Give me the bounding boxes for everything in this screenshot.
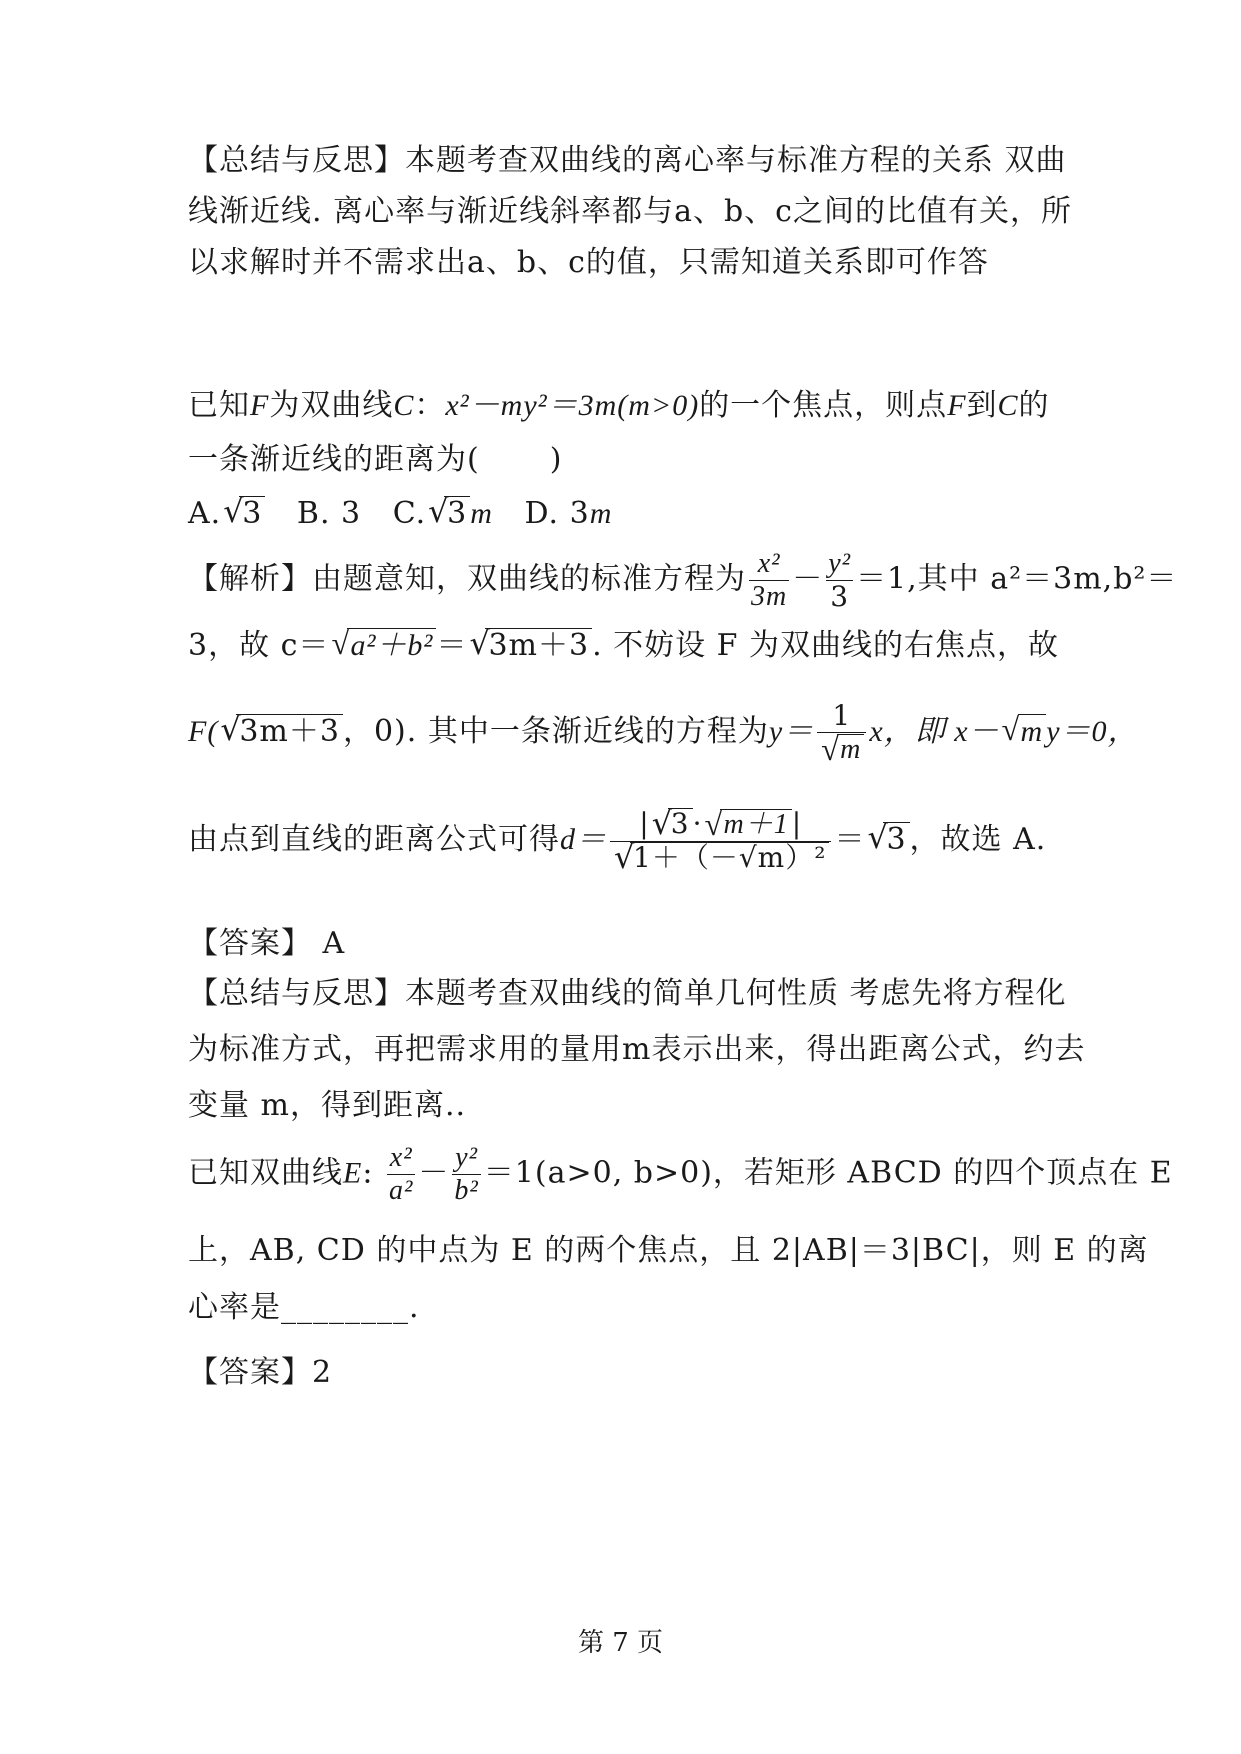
option-a-label: A. [188,496,222,531]
option-d [525,496,613,531]
solution-line-1 [188,548,1177,613]
question-3-line-2: 上，AB, CD 的中点为 E 的两个焦点，且 2|AB|＝3|BC|，则 E 的离 [188,1233,1149,1268]
solution-text: 【解析】由题意知，双曲线的标准方程为 [188,561,746,597]
solution-text: 由点到直线的距离公式可得 [188,822,560,857]
solution-text: ，故选 A. [909,822,1047,857]
frac-den: b² [454,1175,479,1207]
question-3-line-3: 心率是________. [188,1290,420,1325]
stem-text: ： [414,388,446,423]
stem-text: 的一个焦点，则点 [699,388,948,423]
sqrt: √ m [837,734,864,766]
var-C: C [997,389,1019,422]
question-2-stem-line-2 [188,434,562,478]
sqrt: √ 1＋（－√m）² [630,842,829,874]
sqrt: √ 3 [444,496,470,530]
distance-fraction [610,808,831,874]
fraction [826,548,853,613]
frac-num: y² [452,1142,480,1175]
stem-text: ＝1(a>0, b>0)，若矩形 ABCD 的四个顶点在 E [483,1155,1173,1191]
var-E: E [343,1156,363,1190]
equals: ＝ [436,628,468,663]
abs-bar: | [791,807,803,840]
solution-text: d＝ [560,823,607,856]
fraction [387,1142,415,1207]
frac-den [610,842,831,874]
equals: ＝ [834,822,866,857]
solution-text: ，0). 其中一条渐近线的方程为 [342,714,769,749]
solution-text: ＝1,其中 a²＝3m,b²＝ [856,561,1178,597]
question-2-answer: 【答案】 A [188,926,346,961]
frac-num: 1 [817,700,866,733]
sqrt: √ 3 [883,822,909,856]
frac-den: a² [388,1175,414,1207]
abs-bar: | [639,807,650,840]
frac-den: 3m [751,581,788,613]
page-number: 第 7 页 [577,1628,664,1658]
frac-num: y² [826,548,853,581]
sqrt: √ 3m＋3 [236,714,343,748]
stem-text: 已知双曲线 [188,1155,343,1191]
stem-text: ) [549,442,563,477]
option-a [188,496,265,531]
summary-2-line-2: 为标准方式，再把需求用的量用m表示出来，得出距离公式，约去 [188,1032,1086,1067]
option-c [393,496,493,531]
minus-sign: － [418,1155,450,1191]
solution-text: y＝ [768,715,815,748]
summary-1-line-3: 以求解时并不需求出a、b、c的值，只需知道关系即可作答 [188,245,989,280]
summary-1-line-2: 线渐近线. 离心率与渐近线斜率都与a、b、c之间的比值有关，所 [188,194,1072,229]
frac-num: x² [749,548,789,581]
equation: x²－my²＝3m(m>0) [445,389,700,422]
frac-num: x² [387,1142,415,1175]
stem-text: 到 [966,388,998,423]
summary-2-line-3: 变量 m，得到距离.. [188,1088,467,1123]
option-c-label: C. [392,496,427,531]
summary-2-line-1: 【总结与反思】本题考查双曲线的简单几何性质 考虑先将方程化 [188,976,1067,1011]
summary-1-line-1: 【总结与反思】本题考查双曲线的离心率与标准方程的关系 双曲 [188,143,1067,178]
fraction [817,700,866,766]
frac-num [610,808,831,842]
sqrt: √ 3m＋3 [485,628,592,662]
var-m: m [470,497,493,530]
sqrt: √ m [1018,714,1047,748]
minus-sign: － [792,561,824,597]
stem-text: 为双曲线 [269,388,394,423]
stem-text: 已知 [188,388,250,423]
option-b: B. 3 [296,496,362,531]
solution-text: y＝0， [1046,715,1139,748]
var-F: F [250,389,270,422]
var-m: m [589,497,613,530]
fraction [452,1142,480,1207]
sqrt: √ m＋1 [720,809,791,841]
question-2-options [188,496,612,531]
question-3-answer: 【答案】2 [188,1355,333,1390]
question-2-stem-line-1 [188,380,1050,424]
var-C: C [393,389,415,422]
fraction [749,548,789,613]
stem-text: 一条渐近线的距离为( [188,442,480,477]
stem-text: : [362,1155,384,1191]
solution-line-3 [188,700,1139,766]
sqrt: √ 3 [239,496,265,530]
solution-text: x，即 x－ [869,715,1000,748]
solution-line-4 [188,808,1046,874]
var-F: F [947,389,967,422]
solution-text: . 不妨设 F 为双曲线的右焦点，故 [592,628,1060,663]
solution-text: 3，故 c＝ [188,628,330,663]
solution-text: F( [188,715,219,748]
question-3-line-1 [188,1142,1173,1207]
frac-den: 3 [830,580,850,614]
solution-line-2 [188,620,1059,664]
stem-text: 的 [1018,388,1050,423]
sqrt: √ 3 [668,808,693,840]
sqrt: √ a²＋b² [347,628,436,662]
option-d-label: D. 3 [524,496,590,531]
dot: · [692,807,703,840]
